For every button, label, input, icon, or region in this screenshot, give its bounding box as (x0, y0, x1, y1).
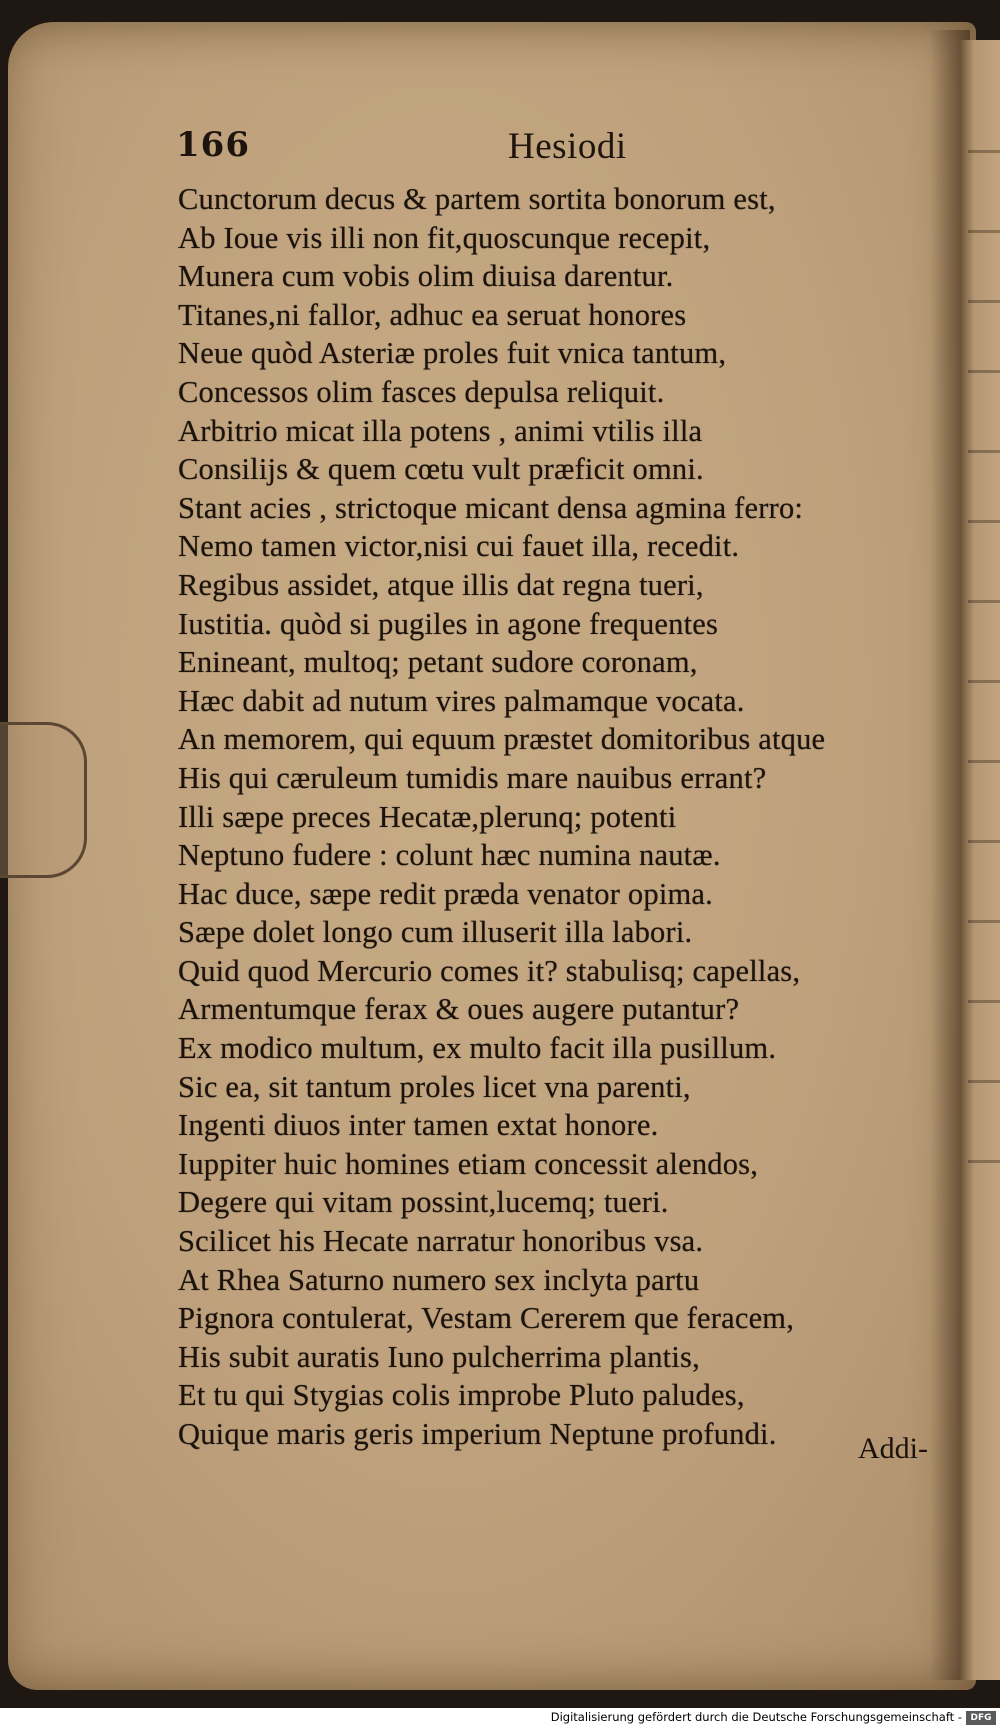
catchword: Addi- (858, 1432, 928, 1465)
facing-text-fragment (968, 920, 1000, 923)
verse-line: An memorem, qui equum præstet domitoribus atque (178, 722, 826, 757)
verse-line: Enineant, multoq; petant sudore coronam, (178, 645, 698, 680)
verse-line: His qui cæruleum tumidis mare nauibus errant? (178, 760, 767, 795)
verse-line: Sic ea, sit tantum proles licet vna parenti, (178, 1069, 691, 1104)
facing-text-fragment (968, 520, 1000, 523)
page-header (8, 125, 976, 175)
verse-line: His subit auratis Iuno pulcherrima plantis, (178, 1339, 700, 1374)
verse-line: Scilicet his Hecate narratur honoribus vsa. (178, 1224, 704, 1259)
facing-text-fragment (968, 760, 1000, 763)
verse-line: Quid quod Mercurio comes it? stabulisq; capellas, (178, 953, 801, 988)
facing-text-fragment (968, 1080, 1000, 1083)
facing-text-fragment (968, 150, 1000, 153)
facing-text-fragment (968, 300, 1000, 303)
verse-line: Iuppiter huic homines etiam concessit alendos, (178, 1146, 759, 1181)
verse-line: Illi sæpe preces Hecatæ,plerunq; potenti (178, 799, 677, 834)
facing-text-fragment (968, 840, 1000, 843)
verse-line: Ingenti diuos inter tamen extat honore. (178, 1108, 659, 1143)
facing-text-fragment (968, 600, 1000, 603)
verse-line: Quique maris geris imperium Neptune profundi. (178, 1417, 777, 1451)
page-number: 166 (176, 125, 250, 165)
verse-line: Armentumque ferax & oues augere putantur? (178, 992, 740, 1027)
verse-line: Concessos olim fasces depulsa reliquit. (178, 374, 665, 409)
verse-line: Hac duce, sæpe redit præda venator opima. (178, 876, 713, 911)
page-tab-outline (0, 722, 87, 878)
facing-text-fragment (968, 230, 1000, 233)
verse-line: Titanes,ni fallor, adhuc ea seruat honores (178, 297, 687, 332)
verse-line: Neptuno fudere : colunt hæc numina nautæ. (178, 838, 721, 873)
verse-line: Nemo tamen victor,nisi cui fauet illa, recedit. (178, 529, 740, 564)
dfg-logo: DFG (966, 1711, 996, 1725)
verse-line: Cunctorum decus & partem sortita bonorum est, (178, 182, 776, 216)
facing-text-fragment (968, 450, 1000, 453)
facing-text-fragment (968, 680, 1000, 683)
verse-line: Et tu qui Stygias colis improbe Pluto paludes, (178, 1378, 745, 1413)
running-title: Hesiodi (508, 126, 627, 167)
facing-text-fragment (968, 370, 1000, 373)
facing-text-fragment (968, 1160, 1000, 1163)
verse-line: Ex modico multum, ex multo facit illa pusillum. (178, 1031, 777, 1066)
verse-line: Regibus assidet, atque illis dat regna tueri, (178, 567, 704, 602)
verse-line: Neue quòd Asteriæ proles fuit vnica tantum, (178, 336, 727, 371)
verse-line: Hæc dabit ad nutum vires palmamque vocata. (178, 683, 745, 718)
verse-line: Sæpe dolet longo cum illuserit illa labori. (178, 915, 693, 950)
verse-line: Degere qui vitam possint,lucemq; tueri. (178, 1185, 669, 1220)
verse-line: Arbitrio micat illa potens , animi vtilis illa (178, 413, 703, 448)
funding-credit: Digitalisierung gefördert durch die Deutsche Forschungsgemeinschaft - (550, 1710, 962, 1724)
verse-line: Consilijs & quem cœtu vult præficit omni. (178, 452, 704, 487)
facing-text-fragment (968, 1000, 1000, 1003)
verse-block (178, 180, 938, 1454)
verse-line: At Rhea Saturno numero sex inclyta partu (178, 1262, 700, 1297)
digitization-footer (0, 1708, 1000, 1729)
verse-line: Munera cum vobis olim diuisa darentur. (178, 259, 674, 294)
verse-line: Iustitia. quòd si pugiles in agone frequentes (178, 606, 719, 641)
paper-page (8, 22, 976, 1690)
verse-line: Pignora contulerat, Vestam Cererem que feracem, (178, 1301, 795, 1336)
verse-line: Ab Ioue vis illi non fit,quoscunque recepit, (178, 220, 711, 255)
facing-page-edge (960, 40, 1000, 1680)
verse-line: Stant acies , strictoque micant densa agmina ferro: (178, 490, 804, 525)
